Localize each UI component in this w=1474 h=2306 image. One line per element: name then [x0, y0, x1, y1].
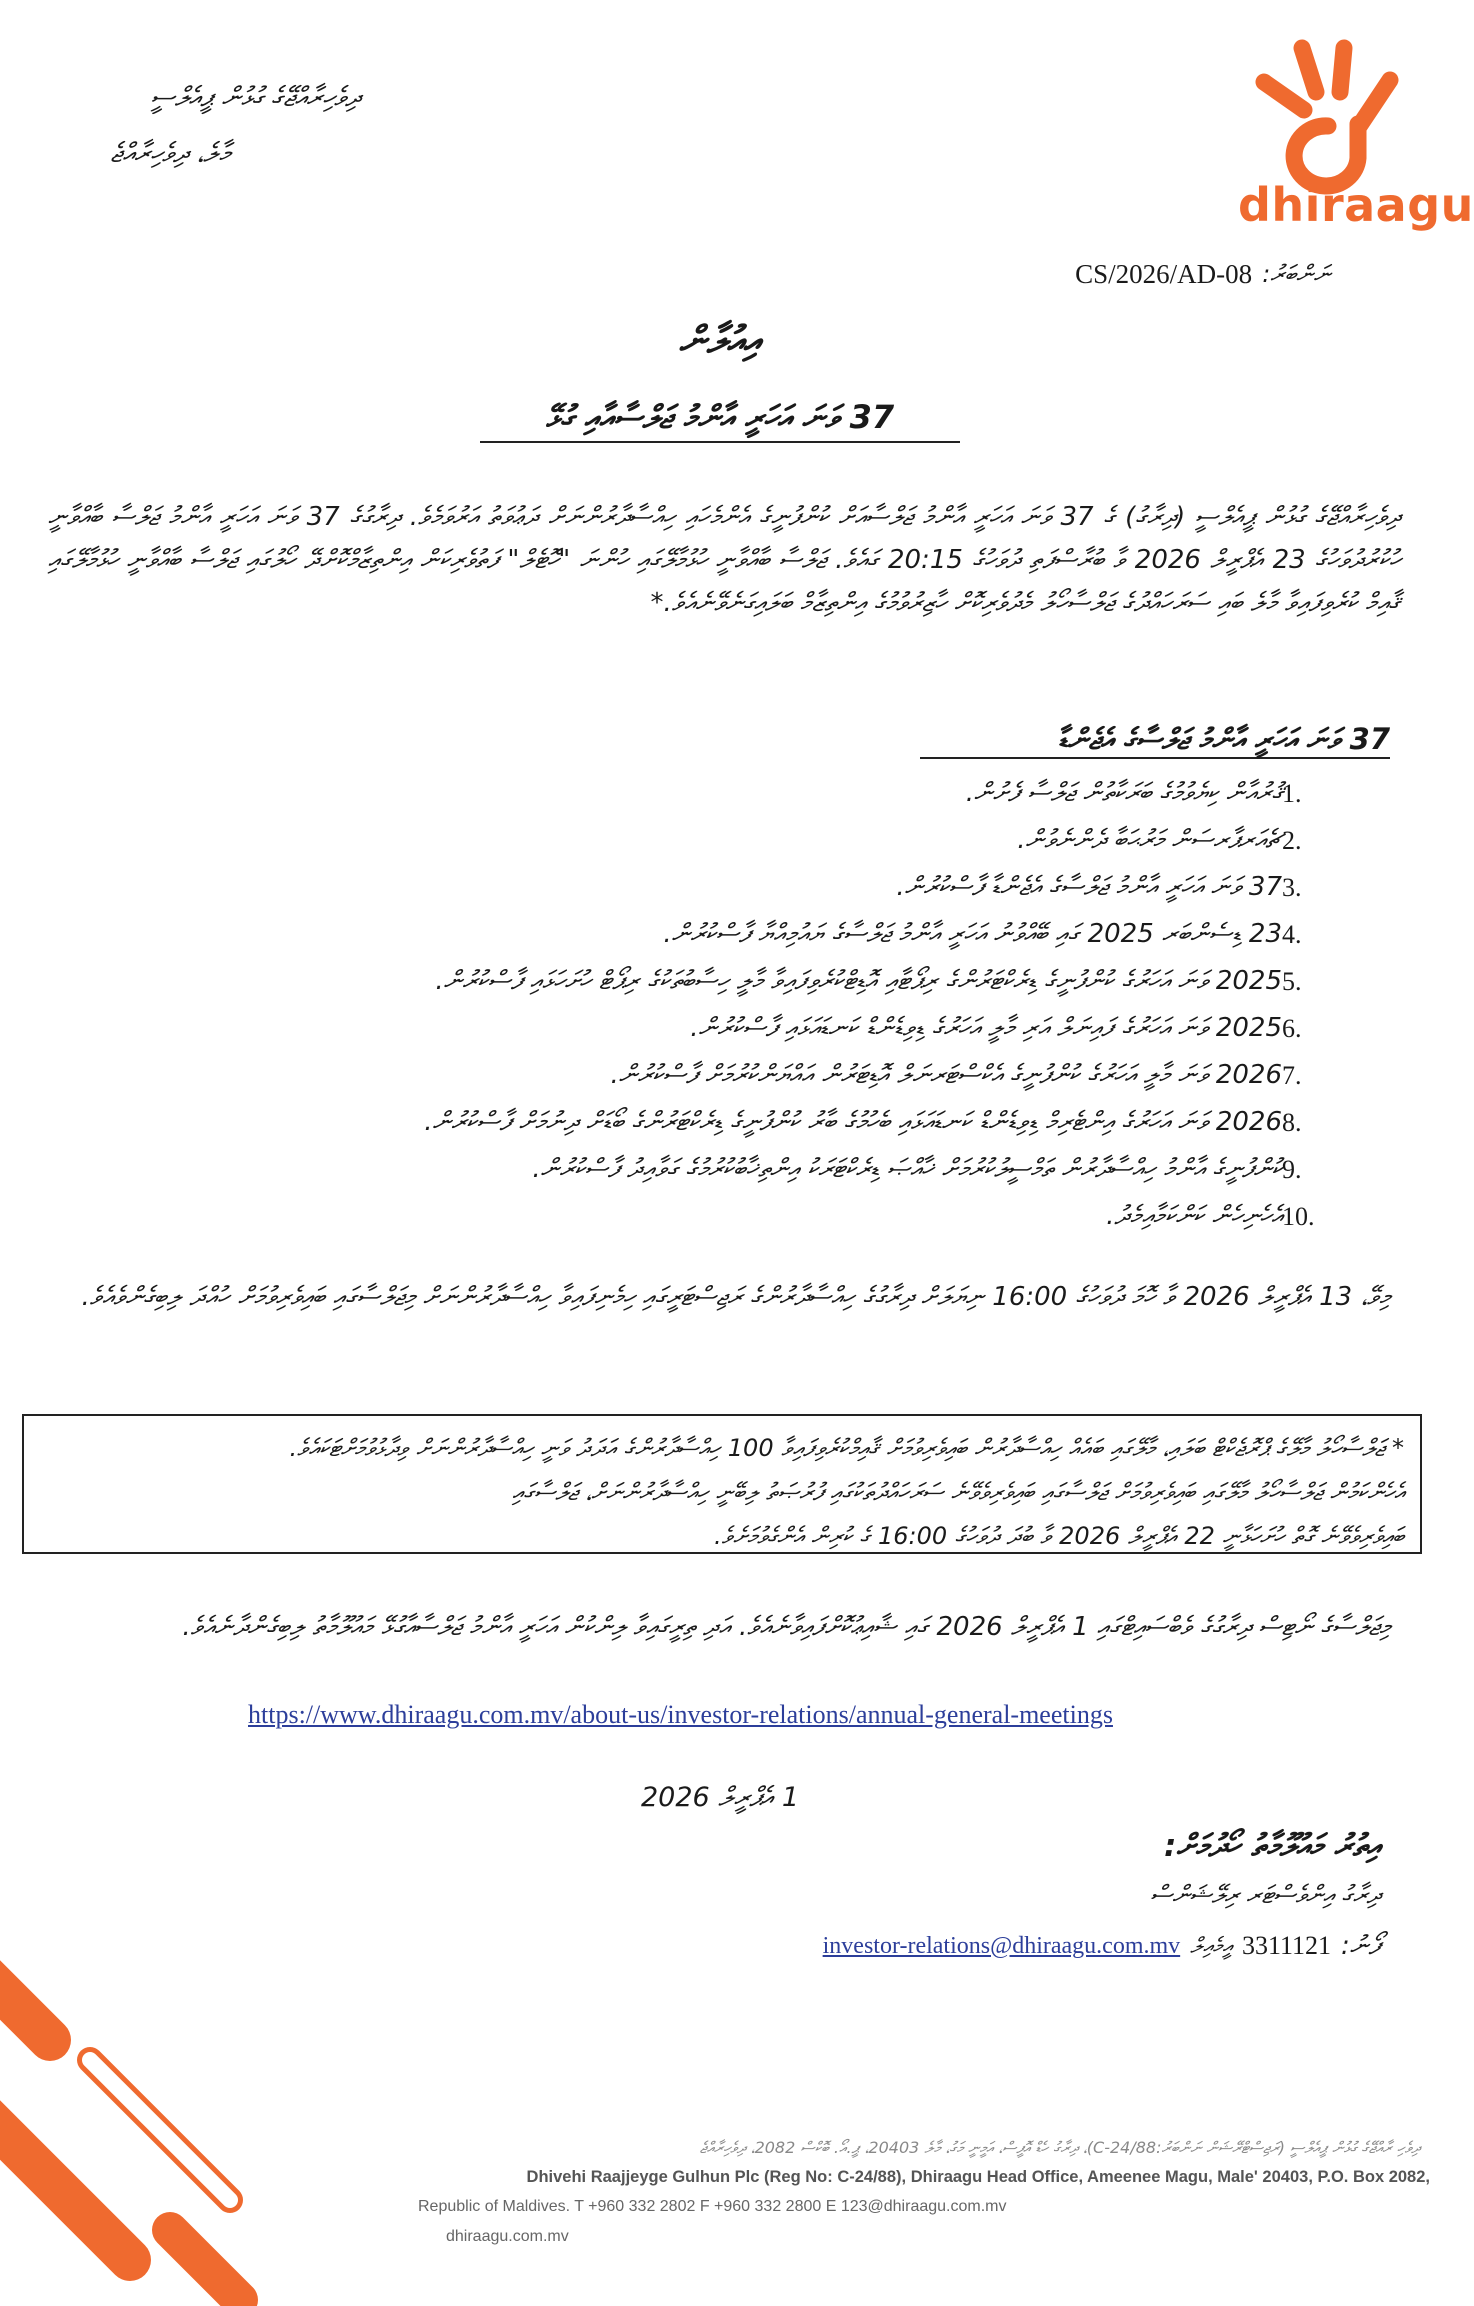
- note-box: [22, 1414, 1422, 1554]
- agenda-item: [150, 1099, 1340, 1146]
- agenda-item-text: ޤުރުއާން ކިޔެވުމުގެ ބަރަކާތުން ޖަލްސާ ފެށުން.: [965, 778, 1282, 808]
- agenda-item-text: 2026 ވަނަ އަހަރުގެ އިންޓެރިމް ޑިވިޑެންޑް ކަނޑައަޅައި ބެހުމުގެ ބާރު ކުންފުނީގެ ޑިރެކްޓަރުންގެ ބޯޑަށް ދިނުމަށް ފާސްކުރުން.: [424, 1107, 1282, 1137]
- agenda-item: [150, 864, 1340, 911]
- phone-number: 3311121: [1241, 1931, 1332, 1960]
- agenda-item-text: އެހެނިހެން ކަންކަމާއިމެދު.: [1106, 1201, 1282, 1231]
- agenda-item-text: ކުންފުނީގެ އާންމު ހިއްސާދާރުން ތަމްސީލުކުރުމަށް ޚާއްޞަ ޑިރެކްޓަރަކު އިންތިޚާބުކުރުމުގެ ގަވާއިދު ފާސްކުރުން.: [532, 1154, 1282, 1184]
- note-line-2: އެހެންކަމުން ޖަލްސާހޯލު މާލޭގައި ބައިވެރިވުމަށް ޖަލްސާގައި ބައިވެރިވެވޭނެ ސަރަހައްދުތަކުގައި ފުރުޞަތު ލިބޭނީ ހިއްސާދާރުންނަށް، ޖަލްސާގައި: [512, 1478, 1404, 1506]
- reference-number: CS/2026/AD-08: [1075, 258, 1253, 289]
- agenda-item: [150, 1052, 1340, 1099]
- footer-address-en: Dhivehi Raajjeyge Gulhun Plc (Reg No: C-24/88), Dhiraagu Head Office, Ameenee Magu, Male' 20403, P.O. Box 2082,: [526, 2168, 1430, 2186]
- agenda-item-number: 4.: [1282, 920, 1302, 949]
- website-paragraph: މިޖަލްސާގެ ނޯޓިސް ދިރާގުގެ ވެބްސައިޓްގައި 1 އެޕްރީލް 2026 ގައި ޝާއިޢުކޮށްފައިވާނެއެވެ. އަދި ތިރީގައިވާ ލިންކުން އަހަރީ އާންމު ޖަލްސާއާގުޅޭ މައުލޫމާތު ލިބިގެންދާނެއެވެ.: [182, 1612, 1390, 1642]
- agenda-item-number: 9.: [1282, 1155, 1302, 1184]
- company-name-dv: ދިވެހިރާއްޖޭގެ ގުޅުން ޕީއެލްސީ: [150, 82, 360, 113]
- page-title: އިއުލާން: [679, 318, 761, 362]
- contact-department: ދިރާގު އިންވެސްޓަރ ރިލޭޝަންސް: [1150, 1880, 1380, 1909]
- agenda-item: [150, 1146, 1340, 1193]
- registration-paragraph: މިވޭ، 13 އެޕްރީލް 2026 ވާ ހޮމަ ދުވަހުގެ 16:00 ނިޔަލަށް ދިރާގުގެ ހިއްސާދާރުންގެ ރަޖިސްޓަރީގައި ހިމެނިފައިވާ ހިއްސާދާރުންނަށް މިޖަލްސާގައި ބައިވެރިވުމަށް ހުއްދަ ލިބިގެންވެއެވެ.: [81, 1282, 1390, 1312]
- contact-row: [600, 1926, 1380, 1966]
- footer-website: dhiraagu.com.mv: [446, 2228, 569, 2245]
- agenda-item-number: 8.: [1282, 1108, 1302, 1137]
- reference-label: ނަންބަރު:: [1262, 260, 1330, 288]
- agenda-item-text: 23 ޑިސެންބަރ 2025 ގައި ބޭއްވުނު އަހަރީ އާންމު ޖަލްސާގެ ޔައުމިއްޔާ ފާސްކުރުން.: [663, 919, 1282, 949]
- agenda-item-text: 2025 ވަނަ އަހަރުގެ ފައިނަލް އަރި މާލީ އަހަރުގެ ޑިވިޑެންޑް ކަނޑައަޅައި ފާސްކުރުން.: [690, 1013, 1282, 1043]
- notice-date: 1 އެޕްރީލް 2026: [640, 1782, 800, 1813]
- intro-paragraph: ދިވެހިރާއްޖޭގެ ގުޅުން ޕީއެލްސީ (ދިރާގު) ގެ 37 ވަނަ އަހަރީ އާންމު ޖަލްސާއަށް ކުންފުނީގެ އެންމެހައި ހިއްސާދާރުންނަށް ދަޢުވަތު އަރުވަމެވެ. ދިރާގުގެ 37 ވަނަ އަހަރީ އާންމު ޖަލްސާ ބާއްވާނީ ހުކުރުދުވަހުގެ 23 އެޕްރީލް 2026 ވާ ބުރާސްފަތި ދުވަހުގެ 20:15 ގައެވެ. ޖަލްސާ ބާއްވާނީ ހުޅުމާލޭގައި ހުންނަ "ހޮޓެލް" ފަތުވެރިކަން އިންތިޒާމްކޮށްދޭ ހޯލުގައި ޖަލްސާ ބާއްވާނީ ހުޅުމާލޭގައި ޤާއިމް ކުރެވިފައިވާ މާލެ ބައި ސަރަހައްދުގެ ޖަލްސާހޯލު މެދުވެރިކޮށް ހާޒިރުވުމުގެ އިންތިޒާމް ބަލައިގަނެވޭނެއެވެ.*: [48, 502, 1401, 618]
- agenda-item-number: 1.: [1282, 779, 1302, 808]
- agenda-item: [150, 770, 1340, 817]
- page-subtitle: 37 ވަނަ އަހަރީ އާންމު ޖަލްސާއާއި ގުޅޭ: [480, 398, 960, 443]
- contact-heading: އިތުރު މައުލޫމާތު ހޯދުމަށް:: [1163, 1828, 1380, 1864]
- dhiraagu-logo: [1232, 40, 1474, 240]
- footer-contact-en: Republic of Maldives. T +960 332 2802 F +960 332 2800 E 123@dhiraagu.com.mv: [418, 2198, 1007, 2215]
- agenda-item: [150, 1005, 1340, 1052]
- decorative-stripes-icon: [0, 1960, 330, 2306]
- agenda-item-number: 6.: [1282, 1014, 1302, 1043]
- agenda-item-text: ޗެއަރޕާރސަން މަރުޙަބާ ދެންނެވުން.: [1017, 825, 1282, 855]
- agm-web-link[interactable]: https://www.dhiraagu.com.mv/about-us/investor-relations/annual-general-meetings: [248, 1700, 1113, 1729]
- phone-label: ފޯނު:: [1341, 1930, 1380, 1961]
- agenda-item-number: 3.: [1282, 873, 1302, 902]
- hand-logo-icon: [1232, 40, 1422, 190]
- agenda-item-number: 7.: [1282, 1061, 1302, 1090]
- agenda-item-text: 37 ވަނަ އަހަރީ އާންމު ޖަލްސާގެ އެޖެންޑާ ފާސްކުރުން.: [896, 872, 1282, 902]
- email-link[interactable]: investor-relations@dhiraagu.com.mv: [822, 1932, 1181, 1959]
- agenda-item: [150, 958, 1340, 1005]
- agenda-item: [150, 817, 1340, 864]
- agenda-item: [150, 1193, 1340, 1240]
- email-label: އީމެއިލް: [1190, 1933, 1232, 1959]
- logo-wordmark: dhiraagu: [1238, 178, 1474, 232]
- reference-row: [1000, 254, 1330, 294]
- agenda-item-text: 2025 ވަނަ އަހަރުގެ ކުންފުނީގެ ޑިރެކްޓަރުންގެ ރިޕޯޓާއި އޮޑިޓްކުރެވިފައިވާ މާލީ ހިސާބުތަކުގެ ރިޕޯޓް ހުށަހަޅައި ފާސްކުރުން.: [435, 966, 1282, 996]
- agenda-item: [150, 911, 1340, 958]
- agenda-item-number: 2.: [1282, 826, 1302, 855]
- agenda-item-number: 10.: [1282, 1202, 1315, 1231]
- note-line-3: ބައިވެރިވެވޭނެ ގޮތް ހުށަހަޅާނީ 22 އެޕްރީލް 2026 ވާ ބުދަ ދުވަހުގެ 16:00 ގެ ކުރިން އެންގެވުމަށެވެ.: [714, 1522, 1404, 1550]
- company-address-dv: މާލެ، ދިވެހިރާއްޖެ: [110, 138, 230, 169]
- note-line-1: * ޖަލްސާހޯލު މާލޭގެ ޕްރޮޖެކްޓް ބަލައި، މާލޭގައި ބައެއް ހިއްސާދާރުން ބައިވެރިވުމަށް ޤާއިމްކުރެވިފައިވާ 100 ހިއްސާދާރުންގެ އަދަދު ވަނީ ހިއްސާދާރުންނަށް ވިދާޅުވުމަށްޓަކައެވެ.: [289, 1434, 1404, 1462]
- agenda-item-text: 2026 ވަނަ މާލީ އަހަރުގެ ކުންފުނީގެ އެކްސްޓަރނަލް އޮޑިޓަރުން އައްޔަންކުރުމަށް ފާސްކުރުން.: [610, 1060, 1282, 1090]
- footer-address-dv: ދިވެހި ރާއްޖޭގެ ގުޅުން ޕީއެލްސީ (ރަޖިސްޓްރޭޝަން ނަންބަރު:C-24/88)، ދިރާގު ހެޑް އޮފީސް، އަމީނީ މަގު، މާލެ 20403، ޕީ.އޯ. ބޮކްސް 2082، ދިވެހިރާއްޖެ: [699, 2138, 1420, 2157]
- agenda-title: 37 ވަނަ އަހަރީ އާންމު ޖަލްސާގެ އެޖެންޑާ: [920, 722, 1390, 759]
- agenda-list: [150, 770, 1340, 1240]
- agenda-item-number: 5.: [1282, 967, 1302, 996]
